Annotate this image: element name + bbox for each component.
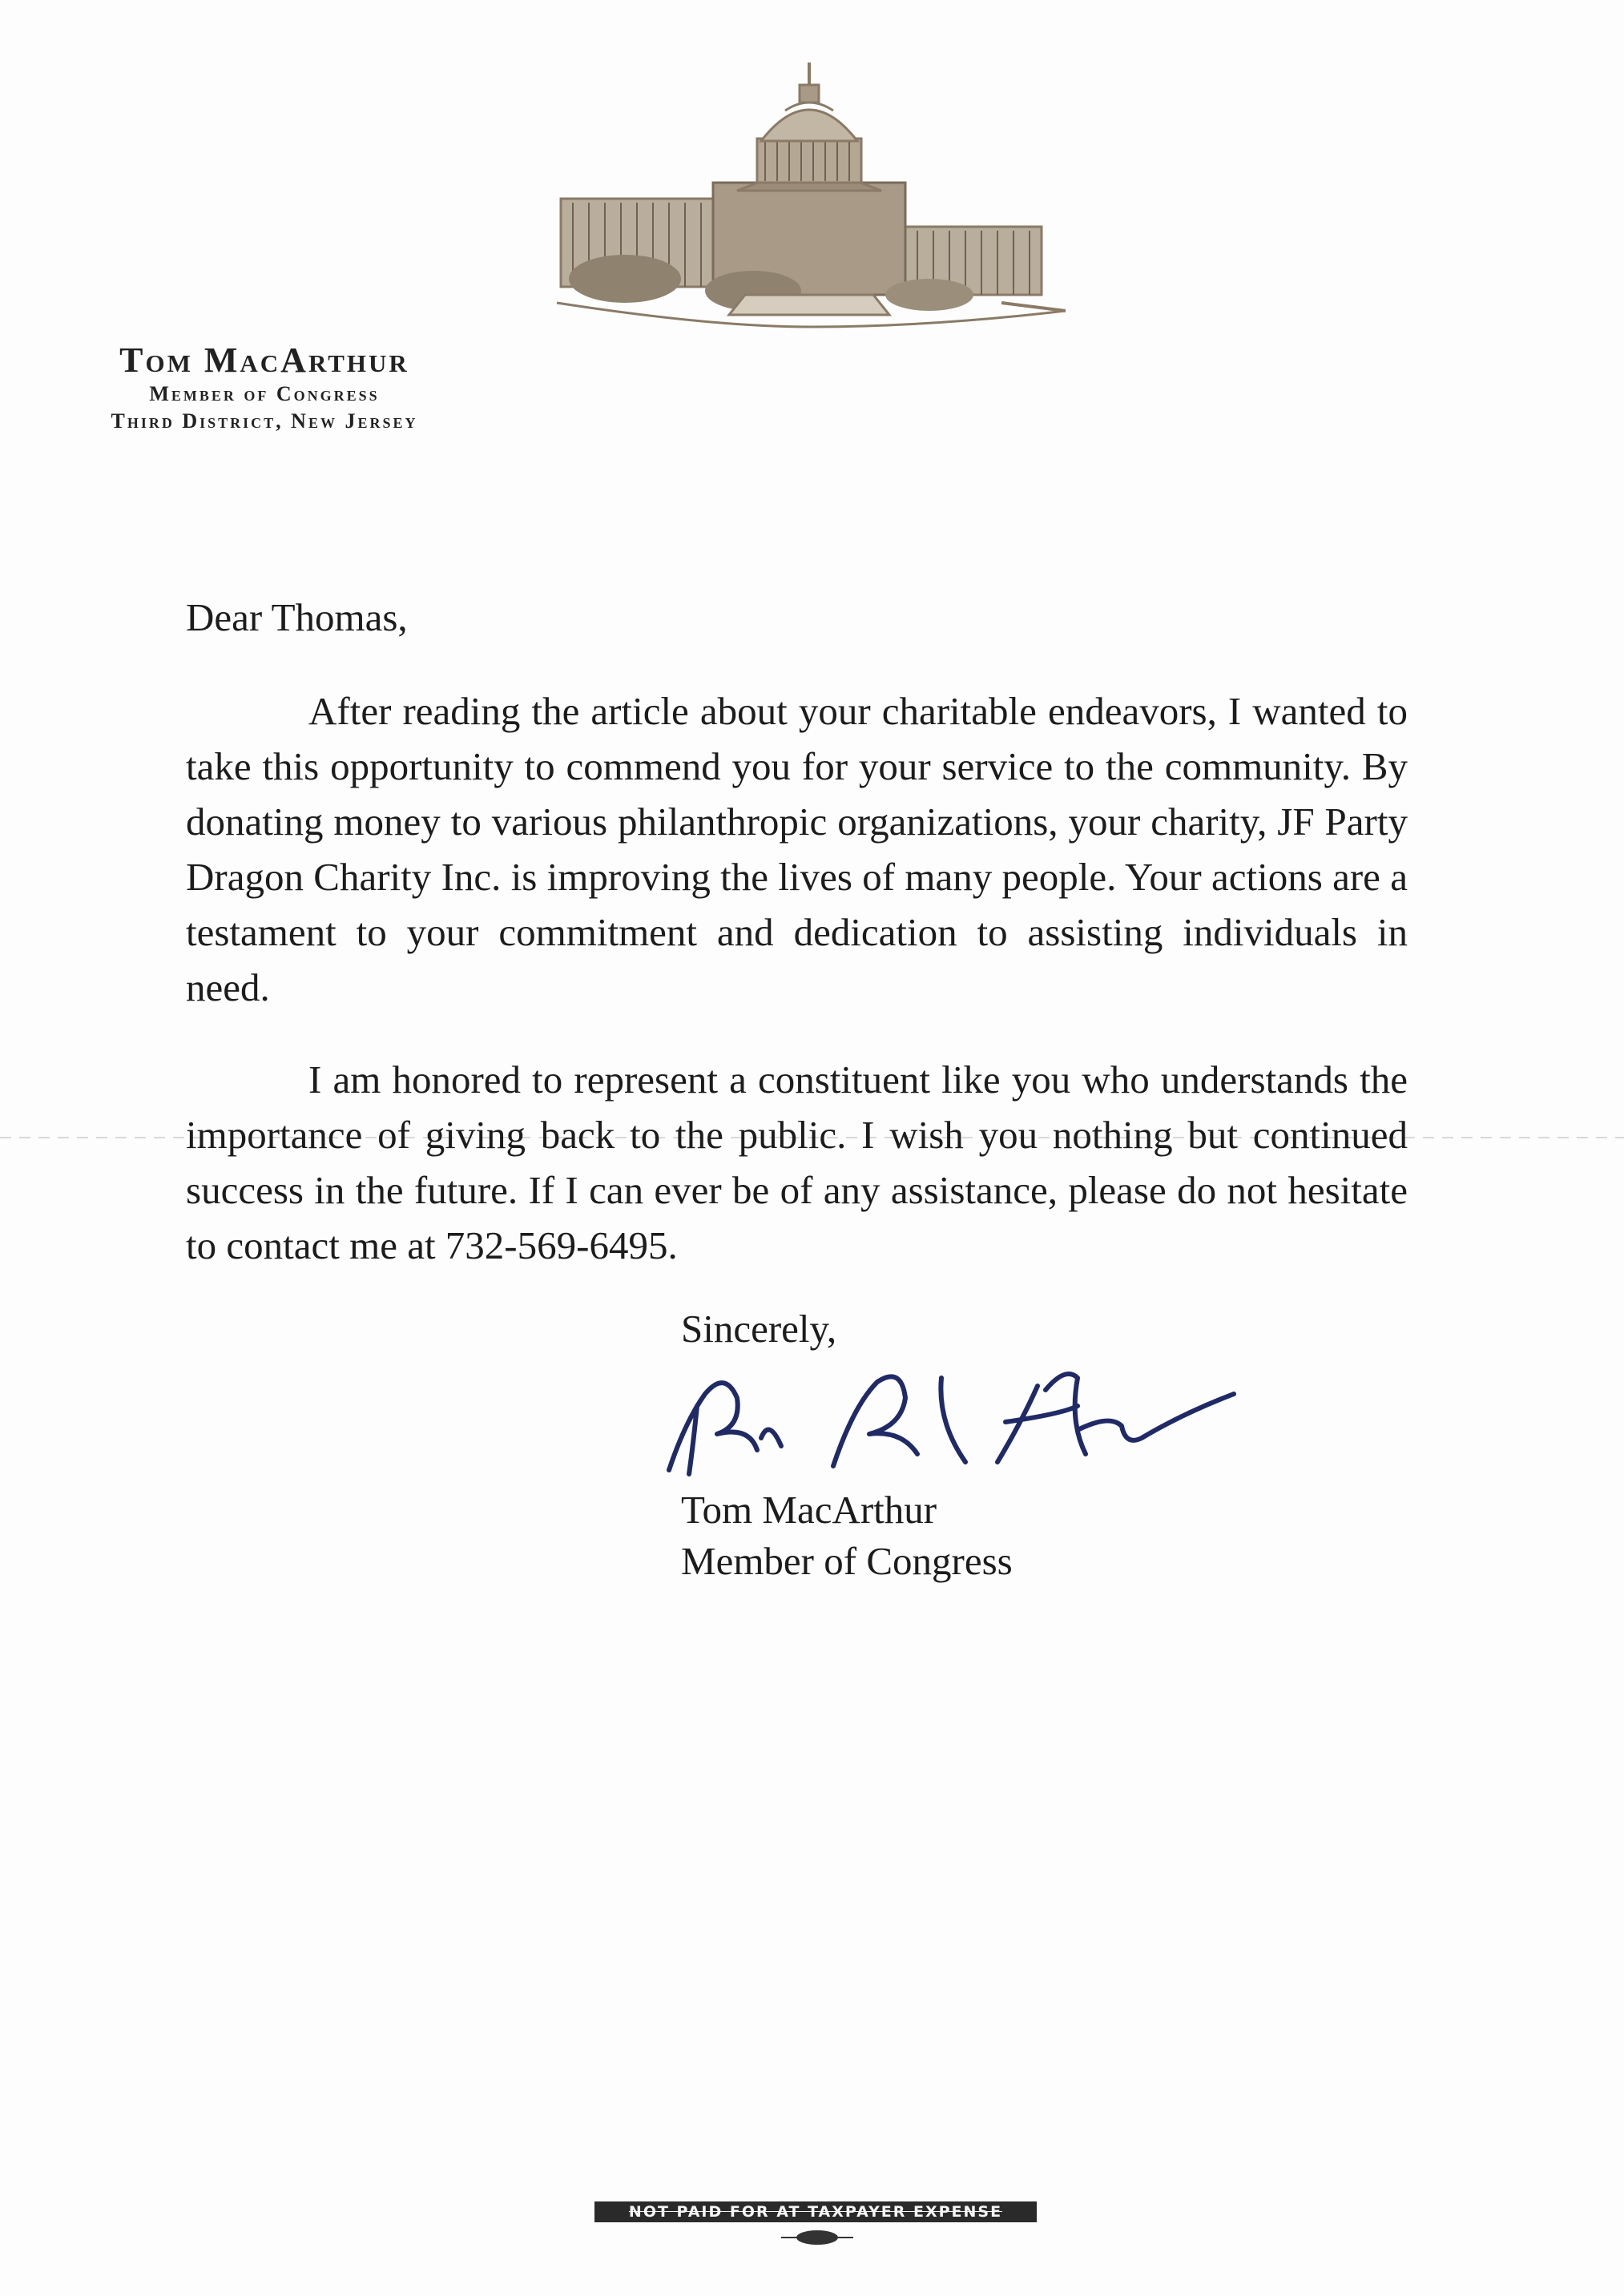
paragraph: I am honored to represent a constituent like you who understands the importance of giving back to the public. I wish you nothing but continued success in the future. If I can ever be of any assistance, please do not hesitate to contact me at 732-569-6495. xyxy=(186,1057,1408,1267)
letter-body xyxy=(186,590,1408,1310)
letterhead-title: Member of Congress xyxy=(149,382,380,405)
union-bug-icon xyxy=(781,2229,853,2246)
signature xyxy=(661,1334,1270,1486)
footer-disclaimer: NOT PAID FOR AT TAXPAYER EXPENSE xyxy=(594,2201,1037,2222)
letterhead xyxy=(32,340,497,435)
signer-title: Member of Congress xyxy=(681,1539,1013,1583)
capitol-building-icon xyxy=(553,62,1066,351)
closing: Sincerely, xyxy=(681,1307,837,1351)
paragraph: After reading the article about your charitable endeavors, I wanted to take this opportunity to commend you for your service to the community. By donating money to various philanthropic organizations, your charity, JF Party Dragon Charity Inc. is improving the lives of many people. Your actions are a testament to your commitment and dedication to assisting individuals in need. xyxy=(186,689,1408,1009)
letterhead-name: Tom MacArthur xyxy=(119,340,409,380)
signer-name: Tom MacArthur xyxy=(681,1488,937,1532)
salutation: Dear Thomas, xyxy=(186,595,408,639)
letterhead-district: Third District, New Jersey xyxy=(111,409,418,433)
signature-block xyxy=(681,1484,1013,1587)
